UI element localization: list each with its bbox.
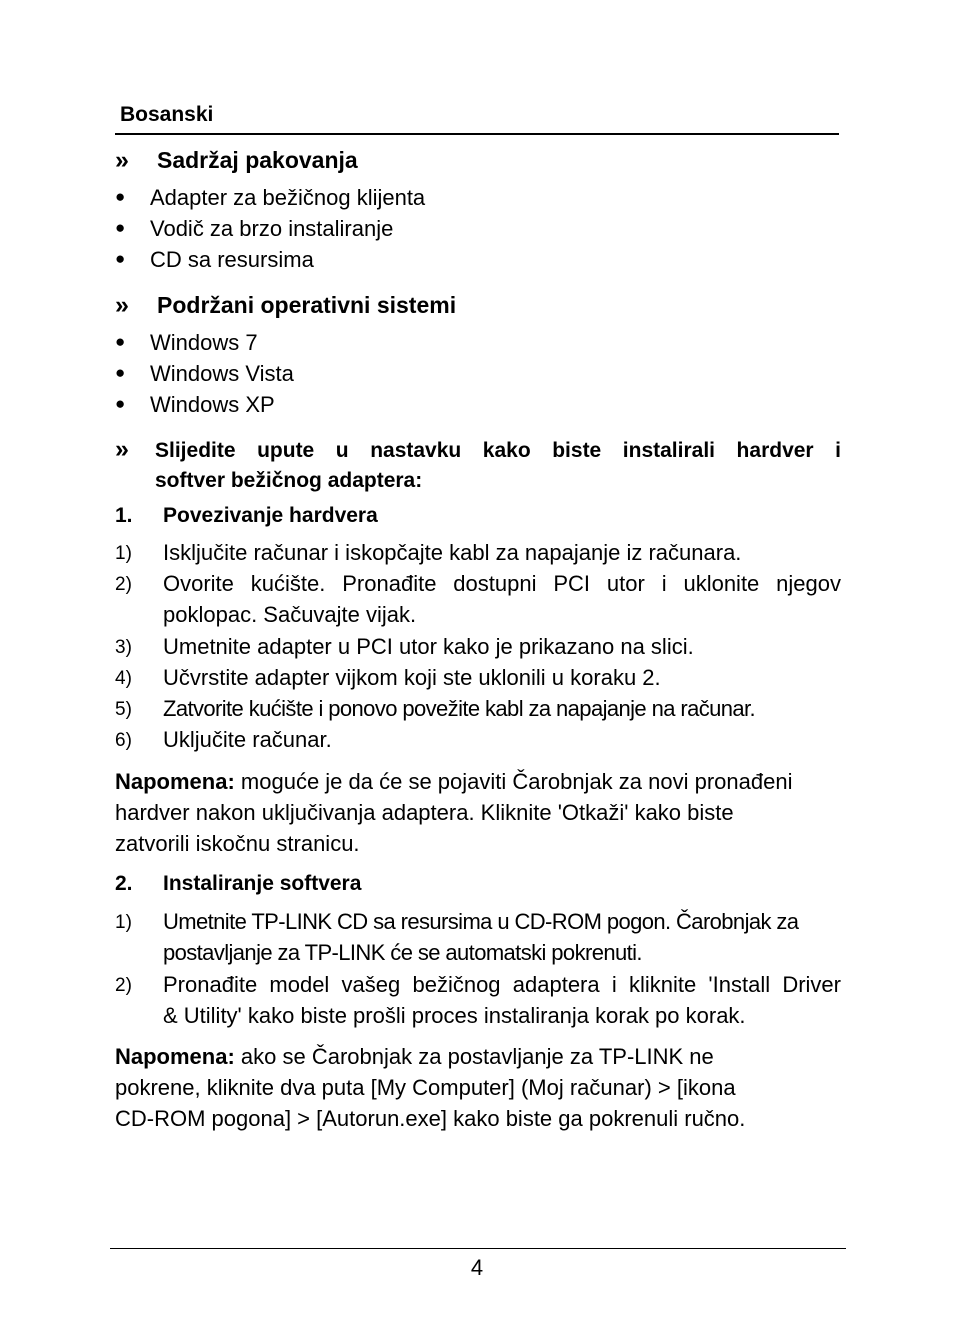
bullet-icon: ● — [115, 218, 126, 237]
hardware-note — [115, 766, 845, 859]
note-label: Napomena: — [115, 769, 235, 794]
step-text: Ovorite kućište. Pronađite dostupni PCI utor i uklonite njegov — [163, 571, 841, 596]
step-text: Isključite računar i iskopčajte kabl za napajanje iz računara. — [163, 540, 742, 565]
step-number: 6) — [115, 730, 132, 751]
hardware-title: Povezivanje hardvera — [163, 504, 378, 527]
hardware-step-1 — [115, 537, 841, 568]
step-text: Uključite računar. — [163, 727, 332, 752]
step-text: Zatvorite kućište i ponovo povežite kabl za napajanje na računar. — [163, 696, 756, 721]
step-text: Umetnite adapter u PCI utor kako je prikazano na slici. — [163, 634, 694, 659]
hardware-step-6 — [115, 724, 841, 755]
step-number: 4) — [115, 668, 132, 689]
chevron-icon: » — [115, 435, 129, 463]
step-number: 5) — [115, 699, 132, 720]
note-text: zatvorili iskočnu stranicu. — [115, 831, 360, 856]
step-number: 1) — [115, 912, 132, 933]
package-item-1: Adapter za bežičnog klijenta — [150, 185, 426, 210]
step-text-cont: & Utility' kako biste prošli proces instaliranja korak po korak. — [163, 1003, 746, 1028]
instructions-line-1: Slijedite upute u nastavku kako biste instalirali hardver i — [155, 439, 841, 462]
footer-divider — [110, 1248, 846, 1249]
software-step-2 — [115, 969, 841, 1031]
note-text: moguće je da će se pojaviti Čarobnjak za novi pronađeni — [234, 769, 793, 794]
bullet-icon: ● — [115, 394, 126, 413]
bullet-icon: ● — [115, 332, 126, 351]
chevron-icon: » — [115, 291, 129, 319]
hardware-step-3 — [115, 631, 841, 662]
note-text: pokrene, kliknite dva puta [My Computer] (Moj računar) > [ikona — [115, 1075, 736, 1100]
header-divider — [115, 133, 839, 135]
os-item-3: Windows XP — [150, 392, 275, 417]
os-item-2: Windows Vista — [150, 361, 294, 386]
instructions-line-2: softver bežičnog adaptera: — [155, 469, 423, 492]
software-step-1 — [115, 906, 841, 968]
package-item-2: Vodič za brzo instaliranje — [150, 216, 394, 241]
section-package-heading — [115, 146, 358, 175]
os-item-1: Windows 7 — [150, 330, 258, 355]
step-number: 2) — [115, 975, 132, 996]
section-instructions — [115, 436, 841, 496]
step-text: Učvrstite adapter vijkom koji ste uklonili u koraku 2. — [163, 665, 661, 690]
bullet-icon: ● — [115, 187, 126, 206]
note-text: CD-ROM pogona] > [Autorun.exe] kako biste ga pokrenuli ručno. — [115, 1106, 746, 1131]
page-header-language: Bosanski — [120, 103, 214, 126]
step-number: 3) — [115, 637, 132, 658]
software-note — [115, 1041, 845, 1134]
software-number: 2. — [115, 872, 133, 895]
bullet-icon: ● — [115, 249, 126, 268]
package-item-3: CD sa resursima — [150, 247, 314, 272]
software-title: Instaliranje softvera — [163, 872, 362, 895]
step-number: 1) — [115, 543, 132, 564]
hardware-number: 1. — [115, 504, 133, 527]
hardware-step-2 — [115, 568, 841, 630]
page-number: 4 — [470, 1255, 484, 1280]
note-text: hardver nakon uključivanja adaptera. Kliknite 'Otkaži' kako biste — [115, 800, 734, 825]
bullet-icon: ● — [115, 363, 126, 382]
step-text-cont: poklopac. Sačuvajte vijak. — [163, 602, 417, 627]
step-text-cont: postavljanje za TP-LINK će se automatski pokrenuti. — [163, 940, 642, 965]
hardware-step-5 — [115, 693, 841, 724]
step-text: Umetnite TP-LINK CD sa resursima u CD-ROM pogon. Čarobnjak za — [163, 909, 799, 934]
step-text: Pronađite model vašeg bežičnog adaptera i kliknite 'Install Driver — [163, 972, 841, 997]
section-os-heading — [115, 291, 456, 320]
section-package-title: Sadržaj pakovanja — [157, 147, 358, 173]
step-number: 2) — [115, 574, 132, 595]
section-os-title: Podržani operativni sistemi — [157, 292, 457, 318]
note-text: ako se Čarobnjak za postavljanje za TP-LINK ne — [234, 1044, 714, 1069]
note-label: Napomena: — [115, 1044, 235, 1069]
chevron-icon: » — [115, 146, 129, 174]
hardware-step-4 — [115, 662, 841, 693]
